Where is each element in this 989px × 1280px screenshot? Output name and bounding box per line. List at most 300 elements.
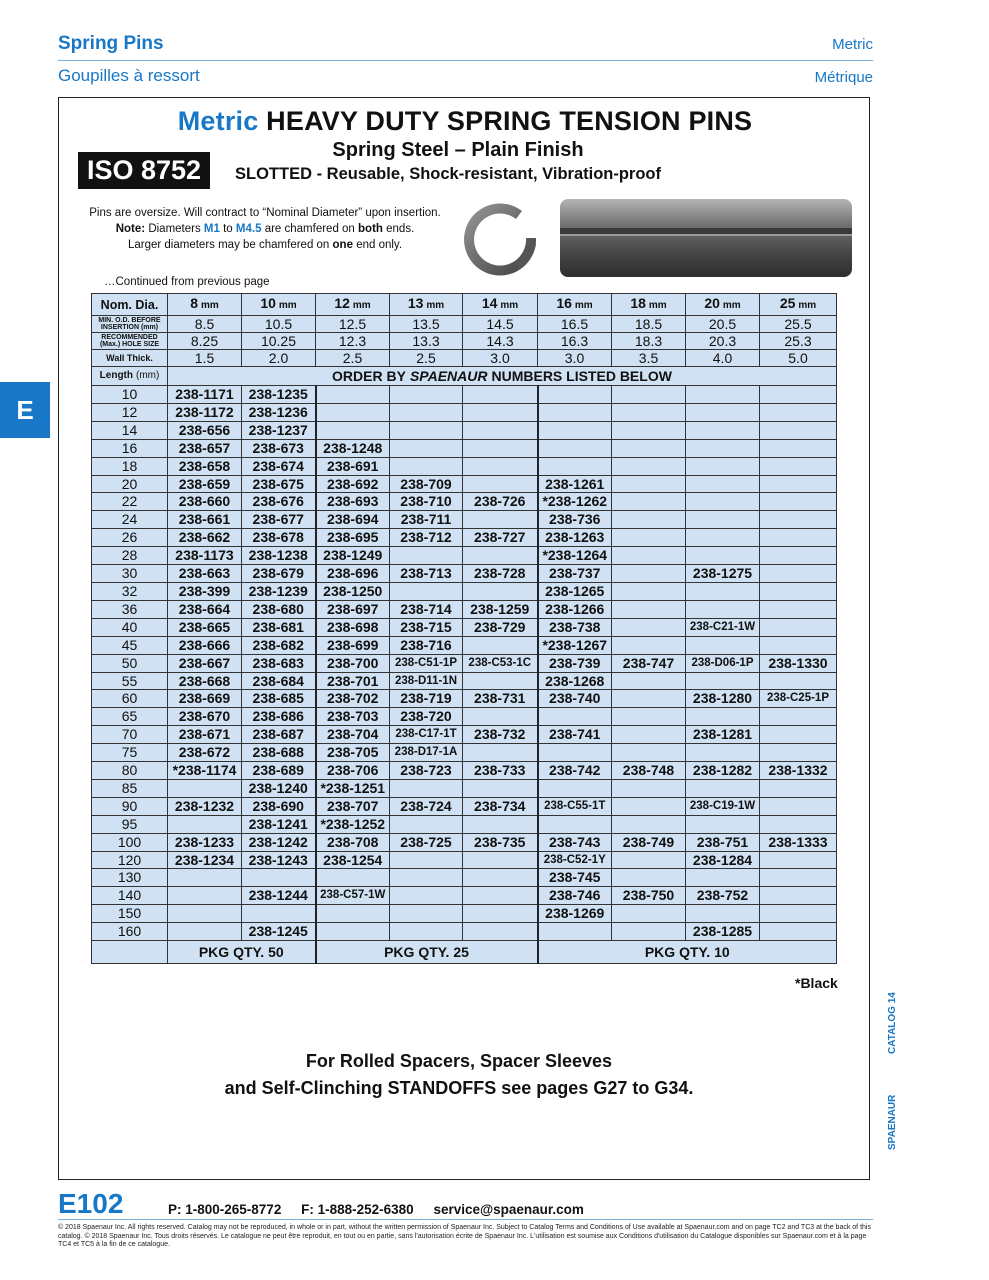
spec-value: 12.3 <box>316 333 390 350</box>
diameter-header <box>463 294 538 316</box>
part-number-cell[interactable]: 238-685 <box>242 690 316 708</box>
diameter-unit: mm <box>648 300 667 311</box>
empty-cell <box>760 672 837 690</box>
table-row <box>92 511 837 529</box>
part-number-cell[interactable]: 238-742 <box>538 762 612 780</box>
spec-value: 25.5 <box>760 316 837 333</box>
part-number-cell[interactable]: 238-706 <box>316 762 390 780</box>
spec-value: 16.3 <box>538 333 612 350</box>
part-number-cell[interactable]: 238-743 <box>538 833 612 851</box>
part-number-cell[interactable]: 238-1266 <box>538 600 612 618</box>
spec-value: 13.3 <box>390 333 463 350</box>
empty-cell <box>686 672 760 690</box>
part-number-cell[interactable]: 238-D11-1N <box>390 672 463 690</box>
part-number-cell[interactable]: 238-749 <box>612 833 686 851</box>
part-number-cell[interactable]: 238-731 <box>463 690 538 708</box>
part-number-cell[interactable]: 238-682 <box>242 636 316 654</box>
page-title <box>0 106 930 137</box>
part-number-cell[interactable]: 238-1245 <box>242 923 316 941</box>
diameter-value: 10 <box>260 295 276 311</box>
empty-cell <box>686 529 760 547</box>
continued-note: …Continued from previous page <box>104 276 270 288</box>
spec-value: 10.25 <box>242 333 316 350</box>
part-number-cell[interactable]: 238-675 <box>242 475 316 493</box>
empty-cell <box>686 386 760 404</box>
diameter-unit: mm <box>426 300 445 311</box>
part-number-cell[interactable]: 238-713 <box>390 565 463 583</box>
part-number-cell[interactable]: 238-1330 <box>760 654 837 672</box>
part-number-cell[interactable]: 238-1261 <box>538 475 612 493</box>
part-number-cell[interactable]: 238-656 <box>168 421 242 439</box>
part-number-cell[interactable]: 238-659 <box>168 475 242 493</box>
length-cell: 80 <box>92 762 168 780</box>
empty-cell <box>612 869 686 887</box>
part-number-cell[interactable]: 238-681 <box>242 618 316 636</box>
spec-value: 10.5 <box>242 316 316 333</box>
part-number-cell[interactable]: 238-750 <box>612 887 686 905</box>
note-line-3 <box>84 239 446 251</box>
empty-cell <box>686 511 760 529</box>
contact-line <box>168 1202 600 1217</box>
table-row <box>92 887 837 905</box>
length-cell: 100 <box>92 833 168 851</box>
part-number-cell[interactable]: 238-697 <box>316 600 390 618</box>
table-row <box>92 457 837 475</box>
package-qty-row <box>92 941 837 964</box>
spec-value: 3.0 <box>538 350 612 367</box>
part-number-cell[interactable]: 238-1254 <box>316 851 390 869</box>
empty-cell <box>538 457 612 475</box>
spec-value: 8.5 <box>168 316 242 333</box>
part-number-cell[interactable]: 238-C51-1P <box>390 654 463 672</box>
part-number-cell[interactable]: 238-671 <box>168 726 242 744</box>
empty-cell <box>760 386 837 404</box>
table-row <box>92 708 837 726</box>
part-number-cell[interactable]: 238-657 <box>168 439 242 457</box>
part-number-cell[interactable]: 238-714 <box>390 600 463 618</box>
part-number-cell[interactable]: 238-719 <box>390 690 463 708</box>
part-number-cell[interactable]: 238-673 <box>242 439 316 457</box>
header-divider <box>58 60 873 61</box>
part-number-cell[interactable]: 238-1242 <box>242 833 316 851</box>
part-number-cell[interactable]: 238-728 <box>463 565 538 583</box>
part-number-cell[interactable]: 238-1265 <box>538 582 612 600</box>
part-number-cell[interactable]: 238-C25-1P <box>760 690 837 708</box>
part-number-cell[interactable]: 238-664 <box>168 600 242 618</box>
part-number-cell[interactable]: 238-1280 <box>686 690 760 708</box>
part-number-cell[interactable]: 238-1282 <box>686 762 760 780</box>
part-number-cell[interactable]: 238-666 <box>168 636 242 654</box>
length-cell: 85 <box>92 779 168 797</box>
empty-cell <box>612 797 686 815</box>
length-cell: 90 <box>92 797 168 815</box>
empty-cell <box>463 547 538 565</box>
empty-cell <box>760 779 837 797</box>
table-row <box>92 815 837 833</box>
diameter-header <box>612 294 686 316</box>
empty-cell <box>686 457 760 475</box>
table-row <box>92 636 837 654</box>
order-by-text <box>168 367 837 386</box>
part-number-cell[interactable]: 238-727 <box>463 529 538 547</box>
spec-value: 16.5 <box>538 316 612 333</box>
part-number-cell[interactable]: *238-1262 <box>538 493 612 511</box>
length-cell: 10 <box>92 386 168 404</box>
part-number-cell[interactable]: 238-752 <box>686 887 760 905</box>
pin-side-view-image <box>556 196 856 280</box>
table-row <box>92 797 837 815</box>
part-number-cell[interactable]: 238-725 <box>390 833 463 851</box>
part-number-cell[interactable]: 238-747 <box>612 654 686 672</box>
part-number-cell[interactable]: 238-1333 <box>760 833 837 851</box>
part-number-cell[interactable]: 238-C57-1W <box>316 887 390 905</box>
spec-value: 1.5 <box>168 350 242 367</box>
diameter-header <box>168 294 242 316</box>
part-number-cell[interactable]: 238-1236 <box>242 403 316 421</box>
empty-cell <box>686 869 760 887</box>
row-label-nom: Nom. Dia. <box>92 294 168 316</box>
empty-cell <box>463 815 538 833</box>
empty-cell <box>612 493 686 511</box>
empty-cell <box>390 905 463 923</box>
part-number-cell[interactable]: 238-739 <box>538 654 612 672</box>
part-number-cell[interactable]: 238-660 <box>168 493 242 511</box>
part-number-cell[interactable]: 238-1241 <box>242 815 316 833</box>
part-number-cell[interactable]: 238-711 <box>390 511 463 529</box>
part-number-cell[interactable]: 238-712 <box>390 529 463 547</box>
part-number-cell[interactable]: 238-1235 <box>242 386 316 404</box>
part-number-cell[interactable]: 238-669 <box>168 690 242 708</box>
part-number-cell[interactable]: *238-1264 <box>538 547 612 565</box>
empty-cell <box>463 386 538 404</box>
part-number-cell[interactable]: 238-707 <box>316 797 390 815</box>
part-number-cell[interactable]: 238-C52-1Y <box>538 851 612 869</box>
table-row <box>92 421 837 439</box>
empty-cell <box>612 582 686 600</box>
fax-number: F: 1-888-252-6380 <box>301 1202 414 1217</box>
part-number-cell[interactable]: 238-1240 <box>242 779 316 797</box>
part-number-cell[interactable]: 238-662 <box>168 529 242 547</box>
part-number-cell[interactable]: 238-708 <box>316 833 390 851</box>
length-cell: 36 <box>92 600 168 618</box>
part-number-cell[interactable]: 238-716 <box>390 636 463 654</box>
footer-divider <box>58 1219 873 1220</box>
length-cell: 14 <box>92 421 168 439</box>
empty-cell <box>538 386 612 404</box>
part-number-cell[interactable]: 238-740 <box>538 690 612 708</box>
part-number-cell[interactable]: 238-399 <box>168 582 242 600</box>
part-number-cell[interactable]: 238-1248 <box>316 439 390 457</box>
part-number-cell[interactable]: 238-737 <box>538 565 612 583</box>
note-diameters: Diameters <box>148 223 201 235</box>
part-number-cell[interactable]: 238-696 <box>316 565 390 583</box>
part-number-cell[interactable]: 238-705 <box>316 744 390 762</box>
part-number-cell[interactable]: 238-670 <box>168 708 242 726</box>
part-number-cell[interactable]: *238-1252 <box>316 815 390 833</box>
part-number-cell[interactable]: 238-691 <box>316 457 390 475</box>
part-number-cell[interactable]: 238-732 <box>463 726 538 744</box>
part-number-cell[interactable]: *238-1267 <box>538 636 612 654</box>
empty-cell <box>612 457 686 475</box>
length-cell: 130 <box>92 869 168 887</box>
empty-cell <box>463 923 538 941</box>
part-number-cell[interactable]: 238-686 <box>242 708 316 726</box>
length-cell: 150 <box>92 905 168 923</box>
part-number-cell[interactable]: 238-741 <box>538 726 612 744</box>
empty-cell <box>390 779 463 797</box>
part-number-cell[interactable]: 238-1172 <box>168 403 242 421</box>
email-link[interactable]: service@spaenaur.com <box>433 1202 584 1217</box>
wall-thickness-row <box>92 350 837 367</box>
package-qty: PKG QTY. 25 <box>316 941 538 964</box>
empty-cell <box>612 421 686 439</box>
part-number-cell[interactable]: 238-1173 <box>168 547 242 565</box>
part-number-cell[interactable]: 238-1233 <box>168 833 242 851</box>
empty-cell <box>686 493 760 511</box>
part-number-cell[interactable]: 238-704 <box>316 726 390 744</box>
length-cell: 160 <box>92 923 168 941</box>
part-number-cell[interactable]: 238-692 <box>316 475 390 493</box>
part-number-cell[interactable]: 238-738 <box>538 618 612 636</box>
phone-number[interactable]: P: 1-800-265-8772 <box>168 1202 282 1217</box>
title-rest: HEAVY DUTY SPRING TENSION PINS <box>266 106 753 136</box>
empty-cell <box>686 744 760 762</box>
empty-cell <box>390 421 463 439</box>
part-number-cell[interactable]: 238-C17-1T <box>390 726 463 744</box>
table-row <box>92 869 837 887</box>
table-row <box>92 475 837 493</box>
length-cell: 32 <box>92 582 168 600</box>
part-number-cell[interactable]: 238-698 <box>316 618 390 636</box>
section-tab[interactable]: E <box>0 382 50 438</box>
part-number-cell[interactable]: 238-1232 <box>168 797 242 815</box>
min-od-row <box>92 316 837 333</box>
part-number-cell[interactable]: 238-1244 <box>242 887 316 905</box>
part-number-cell[interactable]: 238-703 <box>316 708 390 726</box>
part-number-cell[interactable]: 238-665 <box>168 618 242 636</box>
part-number-cell[interactable]: 238-1171 <box>168 386 242 404</box>
part-number-cell[interactable]: 238-726 <box>463 493 538 511</box>
table-row <box>92 618 837 636</box>
part-number-cell[interactable]: 238-1259 <box>463 600 538 618</box>
empty-cell <box>463 421 538 439</box>
order-by-row <box>92 367 837 386</box>
empty-cell <box>538 815 612 833</box>
empty-cell <box>612 726 686 744</box>
part-number-cell[interactable]: 238-709 <box>390 475 463 493</box>
part-number-cell[interactable]: 238-693 <box>316 493 390 511</box>
empty-cell <box>612 475 686 493</box>
part-number-cell[interactable]: 238-720 <box>390 708 463 726</box>
length-label: Length <box>99 370 133 381</box>
slotted-description: SLOTTED - Reusable, Shock-resistant, Vibration-proof <box>235 165 662 183</box>
length-cell: 24 <box>92 511 168 529</box>
empty-cell <box>612 815 686 833</box>
title-metric: Metric <box>177 106 259 136</box>
empty-cell <box>686 421 760 439</box>
part-number-cell[interactable]: 238-667 <box>168 654 242 672</box>
section-title-fr: Goupilles à ressort <box>58 66 200 85</box>
part-number-cell[interactable]: 238-1263 <box>538 529 612 547</box>
part-number-cell[interactable]: 238-701 <box>316 672 390 690</box>
diameter-value: 18 <box>630 295 646 311</box>
part-number-cell[interactable]: 238-733 <box>463 762 538 780</box>
part-number-cell[interactable]: 238-678 <box>242 529 316 547</box>
part-number-cell[interactable]: 238-674 <box>242 457 316 475</box>
package-qty: PKG QTY. 10 <box>538 941 837 964</box>
rolled-spacers-note <box>0 1048 918 1102</box>
part-number-cell[interactable]: 238-687 <box>242 726 316 744</box>
empty-cell <box>612 779 686 797</box>
spec-value: 13.5 <box>390 316 463 333</box>
part-number-cell[interactable]: 238-734 <box>463 797 538 815</box>
page-subtitle: Spring Steel – Plain Finish <box>332 139 584 161</box>
empty-cell <box>686 779 760 797</box>
part-number-cell[interactable]: 238-751 <box>686 833 760 851</box>
part-number-cell[interactable]: 238-C19-1W <box>686 797 760 815</box>
diameter-value: 16 <box>556 295 572 311</box>
part-number-cell[interactable]: 238-663 <box>168 565 242 583</box>
empty-cell <box>463 457 538 475</box>
side-brand-label: SPAENAUR <box>887 1094 898 1150</box>
part-number-cell[interactable]: 238-688 <box>242 744 316 762</box>
empty-cell <box>760 887 837 905</box>
diameter-value: 13 <box>407 295 424 311</box>
part-number-cell[interactable]: 238-1239 <box>242 582 316 600</box>
part-number-cell[interactable]: 238-C55-1T <box>538 797 612 815</box>
part-number-cell[interactable]: 238-710 <box>390 493 463 511</box>
note-line-2 <box>84 223 446 235</box>
length-cell: 70 <box>92 726 168 744</box>
diameter-unit: mm <box>352 300 371 311</box>
length-unit: (mm) <box>136 370 160 381</box>
empty-cell <box>760 421 837 439</box>
empty-cell <box>242 869 316 887</box>
part-number-cell[interactable]: *238-1174 <box>168 762 242 780</box>
part-number-cell[interactable]: 238-729 <box>463 618 538 636</box>
empty-cell <box>612 905 686 923</box>
part-number-cell[interactable]: 238-1249 <box>316 547 390 565</box>
part-number-cell[interactable]: 238-1285 <box>686 923 760 941</box>
length-cell: 65 <box>92 708 168 726</box>
part-number-cell[interactable]: 238-689 <box>242 762 316 780</box>
part-number-cell[interactable]: 238-684 <box>242 672 316 690</box>
part-number-cell[interactable]: 238-1284 <box>686 851 760 869</box>
part-number-cell[interactable]: 238-C21-1W <box>686 618 760 636</box>
catalog-label: CATALOG 14 <box>887 992 898 1054</box>
part-number-cell[interactable]: 238-702 <box>316 690 390 708</box>
part-number-cell[interactable]: 238-748 <box>612 762 686 780</box>
section-title-en: Spring Pins <box>58 33 164 54</box>
part-number-cell[interactable]: 238-672 <box>168 744 242 762</box>
part-number-cell[interactable]: *238-1251 <box>316 779 390 797</box>
part-number-cell[interactable]: 238-661 <box>168 511 242 529</box>
part-number-cell[interactable]: 238-1332 <box>760 762 837 780</box>
diameter-value: 14 <box>481 295 498 311</box>
part-number-cell[interactable]: 238-683 <box>242 654 316 672</box>
part-number-cell[interactable]: 238-D17-1A <box>390 744 463 762</box>
diameter-header <box>390 294 463 316</box>
part-number-cell[interactable]: 238-679 <box>242 565 316 583</box>
part-number-cell[interactable]: 238-1237 <box>242 421 316 439</box>
part-number-cell[interactable]: 238-680 <box>242 600 316 618</box>
empty-cell <box>316 386 390 404</box>
part-number-cell[interactable]: 238-690 <box>242 797 316 815</box>
diameter-value: 8 <box>190 295 198 311</box>
section-right-fr: Métrique <box>814 69 873 86</box>
length-cell: 18 <box>92 457 168 475</box>
empty-cell <box>390 403 463 421</box>
part-number-cell[interactable]: 238-746 <box>538 887 612 905</box>
part-number-cell[interactable]: 238-1250 <box>316 582 390 600</box>
table-row <box>92 529 837 547</box>
part-number-cell[interactable]: 238-1243 <box>242 851 316 869</box>
note-end-only: end only. <box>356 239 403 251</box>
empty-cell <box>760 600 837 618</box>
empty-cell <box>316 403 390 421</box>
length-cell: 75 <box>92 744 168 762</box>
pkg-label-empty <box>92 941 168 964</box>
part-number-cell[interactable]: 238-1268 <box>538 672 612 690</box>
part-number-cell[interactable]: 238-745 <box>538 869 612 887</box>
part-number-cell[interactable]: 238-715 <box>390 618 463 636</box>
spec-value: 14.5 <box>463 316 538 333</box>
part-number-cell[interactable]: 238-699 <box>316 636 390 654</box>
part-number-cell[interactable]: 238-694 <box>316 511 390 529</box>
spec-value: 2.5 <box>390 350 463 367</box>
part-number-cell[interactable]: 238-1275 <box>686 565 760 583</box>
empty-cell <box>316 923 390 941</box>
part-number-cell[interactable]: 238-1269 <box>538 905 612 923</box>
empty-cell <box>463 779 538 797</box>
part-number-cell[interactable]: 238-1234 <box>168 851 242 869</box>
part-number-cell[interactable]: 238-736 <box>538 511 612 529</box>
diameter-value: 12 <box>334 295 350 311</box>
empty-cell <box>686 403 760 421</box>
part-number-cell[interactable]: 238-695 <box>316 529 390 547</box>
copyright-text: © 2018 Spaenaur Inc. All rights reserved. Catalog may not be reproduced, in whole or in part, without the written permission of Spaenaur Inc. Subject to Catalog Terms and Conditions of Use available at Spaenaur.com and on page TC2 and TC3 at the back of this catalog. © 2018 Spaenaur Inc. Tous droits réservés. Le catalogue ne peut être reproduit, en tout ou en partie, sans l'autorisation écrite de Spaenaur Inc. L'utilisation est soumise aux Conditions d'utilisation du Catalogue disponibles sur Spaenaur.com et à la page TC4 et TC5 à la fin de ce catalogue. <box>58 1224 871 1248</box>
table-row <box>92 690 837 708</box>
order-by-rest: NUMBERS LISTED BELOW <box>491 368 672 384</box>
part-number-cell[interactable]: 238-723 <box>390 762 463 780</box>
part-number-cell[interactable]: 238-724 <box>390 797 463 815</box>
part-number-cell[interactable]: 238-C53-1C <box>463 654 538 672</box>
empty-cell <box>390 547 463 565</box>
part-number-cell[interactable]: 238-668 <box>168 672 242 690</box>
part-number-cell[interactable]: 238-700 <box>316 654 390 672</box>
part-number-cell[interactable]: 238-D06-1P <box>686 654 760 672</box>
part-number-cell[interactable]: 238-1281 <box>686 726 760 744</box>
empty-cell <box>168 815 242 833</box>
empty-cell <box>316 869 390 887</box>
part-number-cell[interactable]: 238-1238 <box>242 547 316 565</box>
empty-cell <box>463 708 538 726</box>
part-number-cell[interactable]: 238-735 <box>463 833 538 851</box>
part-number-cell[interactable]: 238-677 <box>242 511 316 529</box>
note-label: Note: <box>115 223 146 235</box>
table-row <box>92 582 837 600</box>
pin-end-view-image <box>456 200 544 280</box>
part-number-cell[interactable]: 238-658 <box>168 457 242 475</box>
empty-cell <box>538 403 612 421</box>
diameter-header <box>316 294 390 316</box>
empty-cell <box>760 493 837 511</box>
empty-cell <box>612 851 686 869</box>
part-number-cell[interactable]: 238-676 <box>242 493 316 511</box>
table-row <box>92 386 837 404</box>
empty-cell <box>612 708 686 726</box>
spec-value: 12.5 <box>316 316 390 333</box>
